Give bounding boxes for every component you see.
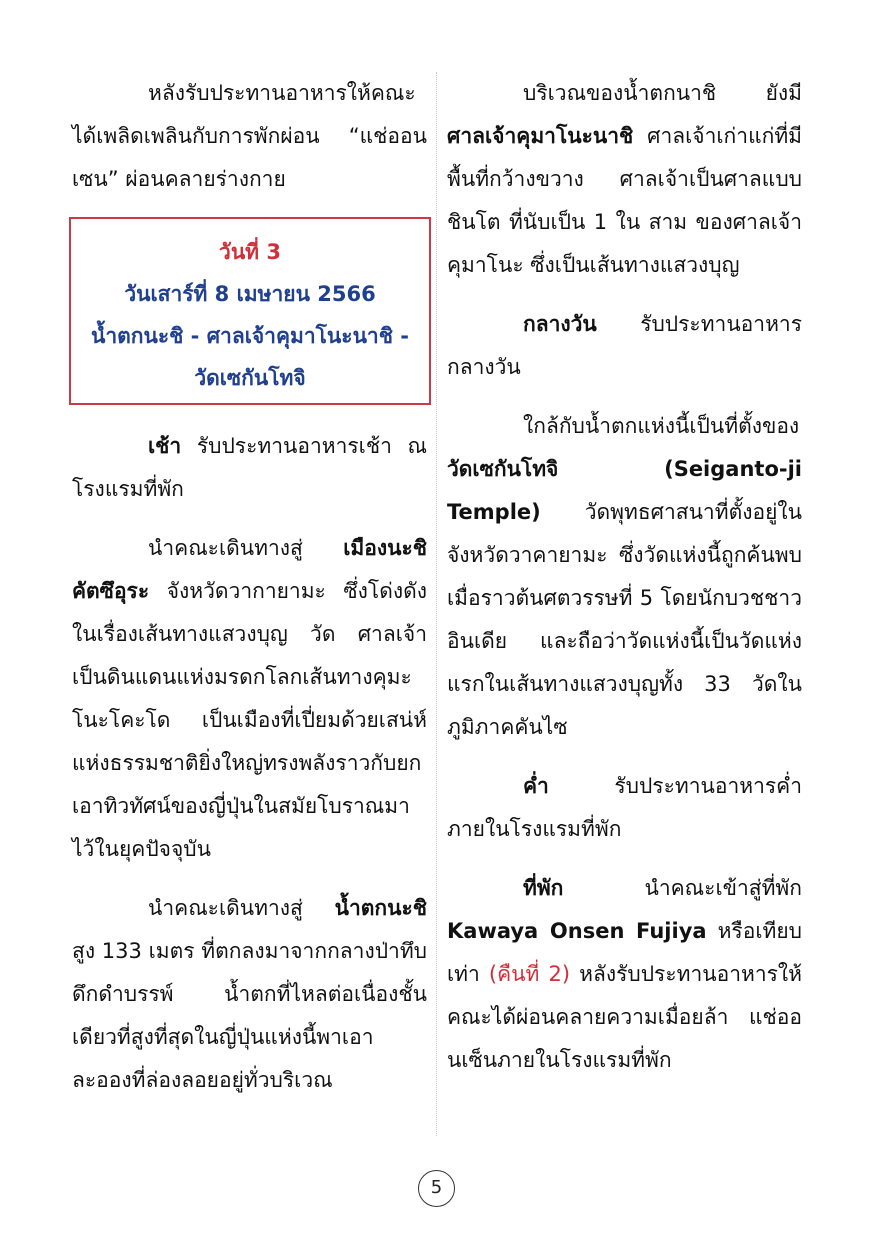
place-nachikatsuura: เมืองนะชิคัตซึอุระ — [72, 536, 427, 603]
text-body: จังหวัดวากายามะ ซึ่งโด่งดังในเรื่องเส้นทางแสวงบุญ วัด ศาลเจ้า เป็นดินแดนแห่งมรดกโลกเส้นทางคุมะโนะโคะโด เป็นเมืองที่เปี่ยมด้วยเสน่ห์แห่งธรรมชาติยิ่งใหญ่ทรงพลังราวกับยกเอาทิวทัศน์ของญี่ปุ่นในสมัยโบราณมาไว้ในยุคปัจจุบัน — [72, 579, 427, 861]
text-pre: ใกล้กับน้ำตกแห่งนี้เป็นที่ตั้งของ — [523, 414, 800, 438]
paragraph-dinner — [447, 765, 802, 851]
hotel-name: Kawaya Onsen Fujiya — [447, 919, 707, 943]
day-date: วันเสาร์ที่ 8 เมษายน 2566 — [124, 282, 376, 306]
text-body: วัดพุทธศาสนาที่ตั้งอยู่ในจังหวัดวาคายามะ ซึ่งวัดแห่งนี้ถูกค้นพบเมื่อราวต้นศตวรรษที่ 5 โดยนักบวชชาวอินเดีย และถือว่าวัดแห่งนี้เป็นวัดแห่งแรกในเส้นทางแสวงบุญทั้ง 33 วัดในภูมิภาคคันไซ — [447, 500, 802, 739]
right-column — [447, 72, 802, 1098]
morning-text: รับประทานอาหารเช้า ณ โรงแรมที่พัก — [72, 434, 427, 501]
text-pre: นำคณะเดินทางสู่ — [148, 896, 335, 920]
day-title: วันที่ 3 — [219, 240, 281, 264]
paragraph-onsen — [72, 72, 427, 201]
place-nachi-falls: น้ำตกนะชิ — [334, 896, 427, 920]
day-route-line-2: วัดเซกันโทจิ — [194, 366, 306, 390]
text-body: ศาลเจ้าเก่าแก่ที่มีพื้นที่กว้างขวาง ศาลเจ้าเป็นศาลแบบชินโต ที่นับเป็น 1 ใน สาม ของศาลเจ้าคุมาโนะ ซึ่งเป็นเส้นทางแสวงบุญ — [447, 124, 802, 277]
day-route-line-1: น้ำตกนะชิ - ศาลเจ้าคุมาโนะนาชิ - — [90, 324, 409, 348]
place-kumano-nachi-taisha: ศาลเจ้าคุมาโนะนาชิ — [447, 124, 634, 148]
paragraph-morning — [72, 425, 427, 511]
lunch-label: กลางวัน — [523, 312, 597, 336]
hotel-label: ที่พัก — [523, 876, 564, 900]
paragraph-kumano-shrine — [447, 72, 802, 287]
day-header-box — [69, 217, 431, 405]
night-count: (คืนที่ 2) — [488, 962, 571, 986]
text-pre: นำคณะเดินทางสู่ — [148, 536, 344, 560]
paragraph-text: หลังรับประทานอาหารให้คณะได้เพลิดเพลินกับการพักผ่อน “แช่ออนเซน” ผ่อนคลายร่างกาย — [72, 81, 427, 191]
hotel-pre: นำคณะเข้าสู่ที่พัก — [563, 876, 802, 900]
paragraph-hotel — [447, 867, 802, 1082]
lunch-text: รับประทานอาหารกลางวัน — [447, 312, 802, 379]
paragraph-lunch — [447, 303, 802, 389]
dinner-label: ค่ำ — [523, 774, 549, 798]
column-divider — [436, 72, 437, 1136]
page-number: 5 — [418, 1170, 455, 1207]
left-column — [72, 72, 427, 1118]
dinner-text: รับประทานอาหารค่ำภายในโรงแรมที่พัก — [447, 774, 802, 841]
text-body: สูง 133 เมตร ที่ตกลงมาจากกลางป่าทึบดึกดำบรรพ์ น้ำตกที่ไหลต่อเนื่องชั้นเดียวที่สูงที่สุดในญี่ปุ่นแห่งนี้พาเอาละอองที่ล่องลอยอยู่ทั่วบริเวณ — [72, 939, 427, 1092]
hotel-mid: หรือเทียบเท่า — [447, 919, 802, 986]
place-seiganto-ji: วัดเซกันโทจิ (Seiganto-ji Temple) — [447, 457, 802, 524]
morning-label: เช้า — [148, 434, 182, 458]
text-pre: บริเวณของน้ำตกนาชิ ยังมี — [523, 81, 802, 105]
paragraph-seiganto-ji — [447, 405, 802, 749]
paragraph-nachi-falls — [72, 887, 427, 1102]
paragraph-nachikatsuura — [72, 527, 427, 871]
hotel-text: หลังรับประทานอาหารให้คณะได้ผ่อนคลายความเมื่อยล้า แช่ออนเซ็นภายในโรงแรมที่พัก — [447, 962, 803, 1072]
